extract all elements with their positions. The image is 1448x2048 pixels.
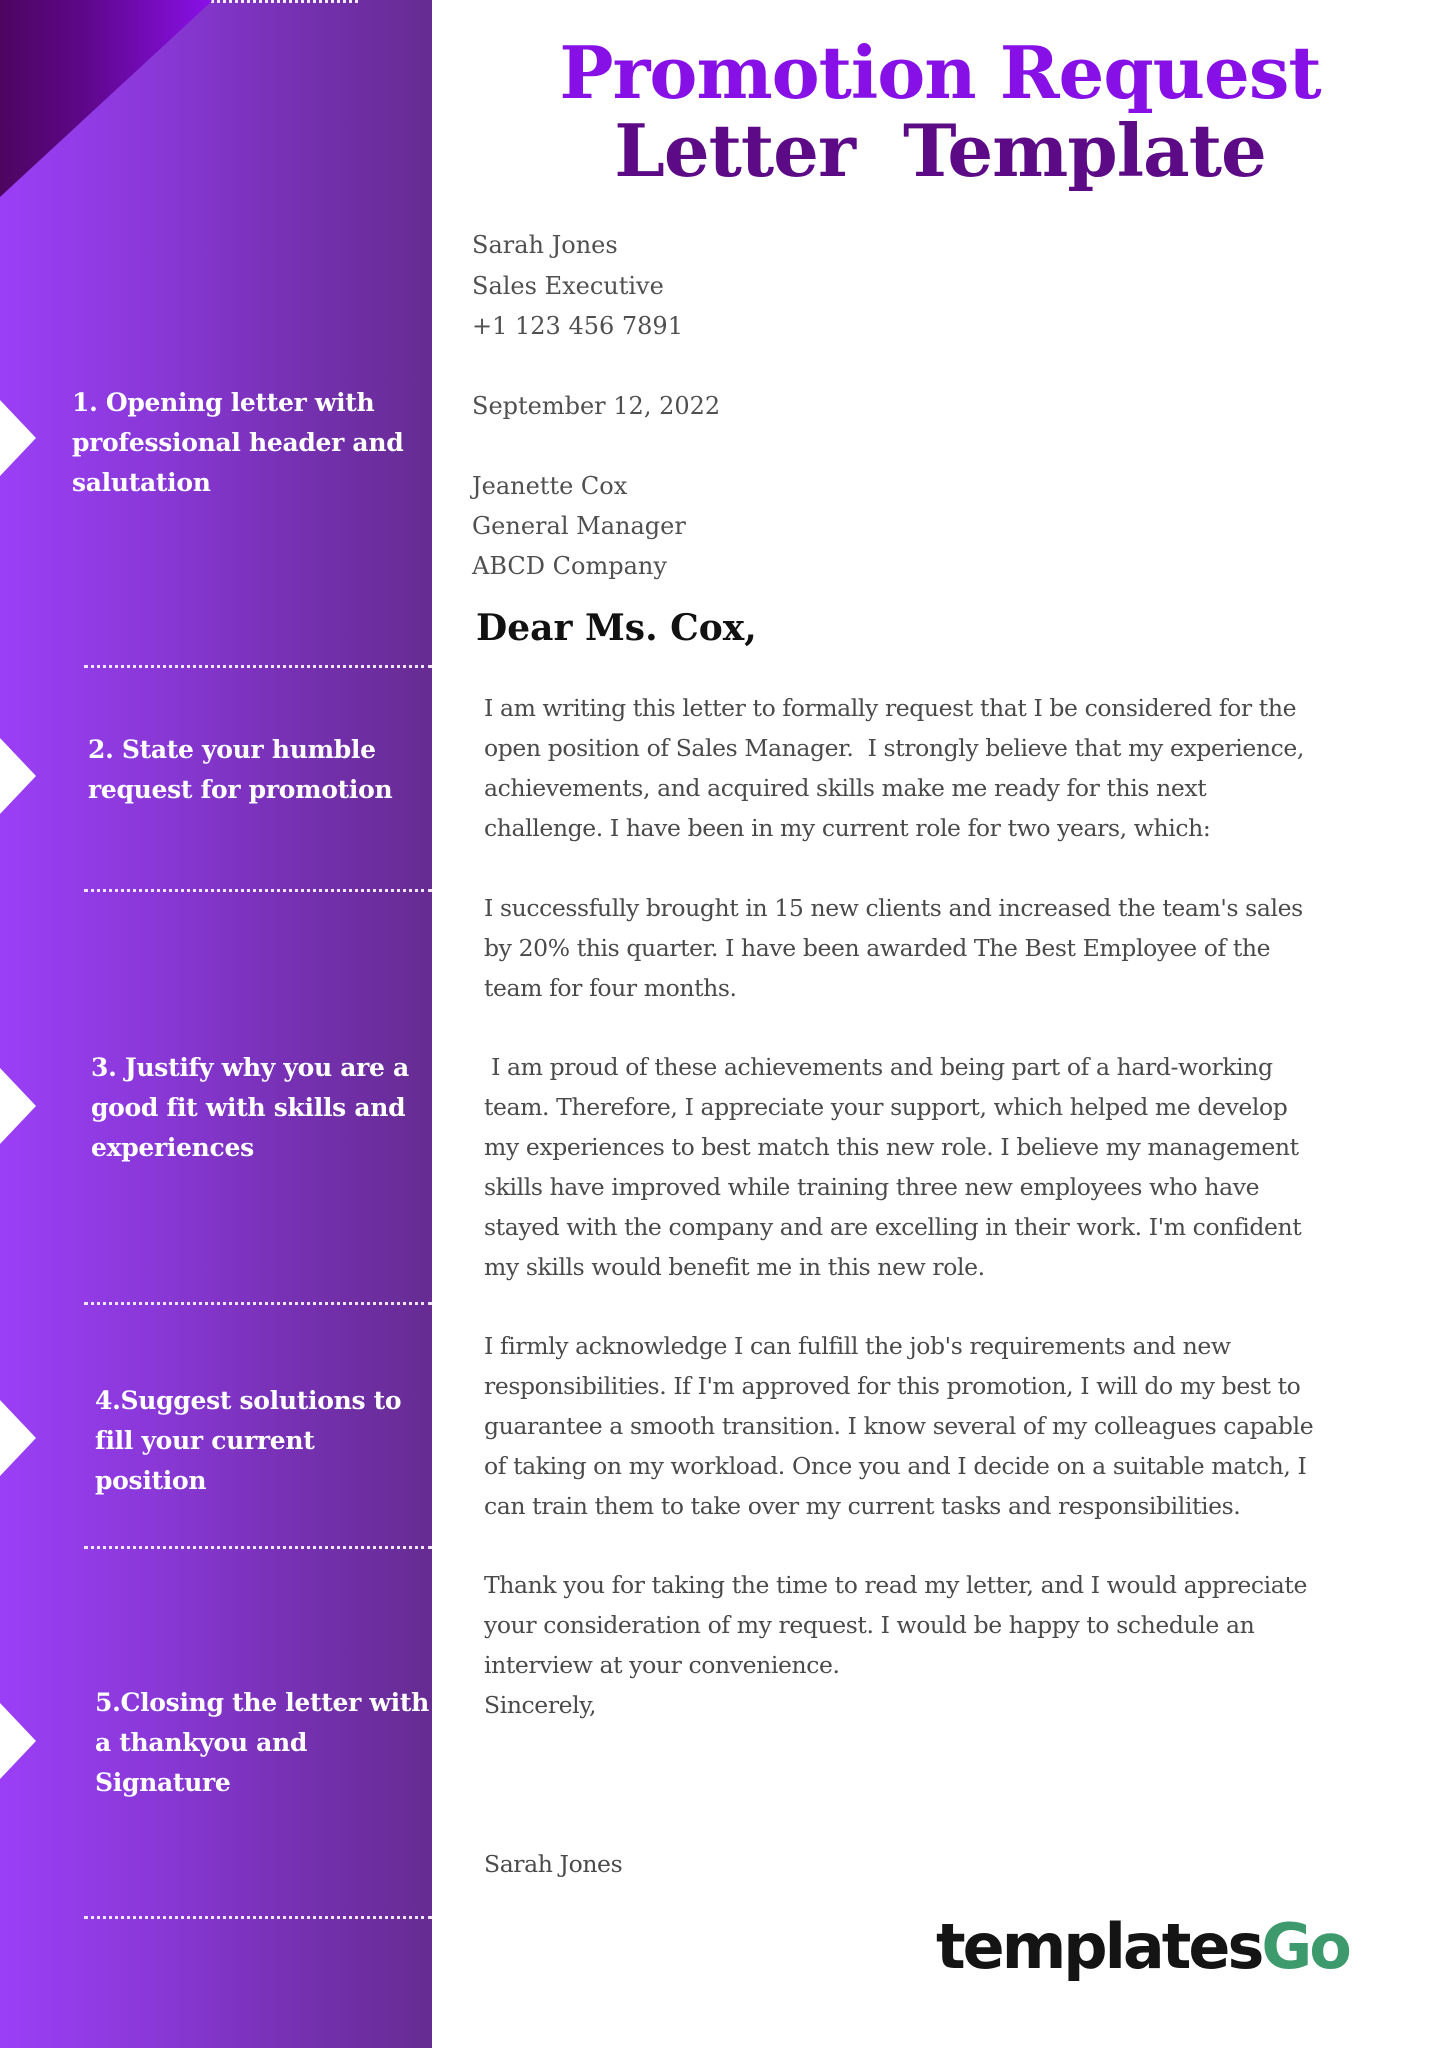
recipient-title: General Manager: [472, 512, 686, 540]
sidebar-guide: [0, 0, 432, 2048]
paragraph-4: I firmly acknowledge I can fulfill the job's requirements and new responsibilities. If I'm approved for this promotion, I will do my best to guarantee a smooth transition. I know several of my colleagues capable of taking on my workload. Once you and I decide on a suitable match, I can train them to take over my current tasks and responsibilities.: [484, 1332, 1314, 1520]
dotted-divider: [84, 1916, 432, 1919]
salutation: Dear Ms. Cox,: [476, 607, 757, 649]
step-4-label: 4.Suggest solutions to fill your current position: [95, 1386, 402, 1495]
decorative-triangle: [0, 0, 240, 605]
paragraph-1: I am writing this letter to formally request that I be considered for the open position of Sales Manager. I strongly believe that my experience, achievements, and acquired skills make me ready for this next challenge. I have been in my current role for two years, which:: [484, 694, 1304, 842]
paragraph-3: I am proud of these achievements and being part of a hard-working team. Therefore, I appreciate your support, which helped me develop my experiences to best match this new role. I believe my management skills have improved while training three new employees who have stayed with the company and are excelling in their work. I'm confident my skills would benefit me in this new role.: [484, 1053, 1302, 1281]
arrow-marker-icon: [0, 1703, 36, 1779]
arrow-marker-icon: [0, 738, 36, 814]
letter-page: [432, 0, 1448, 2048]
dotted-divider: [84, 889, 432, 892]
sender-title: Sales Executive: [472, 272, 664, 300]
arrow-marker-icon: [0, 1068, 36, 1144]
step-3-label: 3. Justify why you are a good fit with skills and experiences: [91, 1053, 409, 1162]
dotted-divider: [84, 1302, 432, 1305]
sender-phone: +1 123 456 7891: [472, 312, 683, 340]
signature: Sarah Jones: [484, 1850, 623, 1878]
page-title: Promotion Request Letter Template: [559, 30, 1321, 193]
arrow-marker-icon: [0, 1400, 36, 1476]
step-1-label: 1. Opening letter with professional header and salutation: [72, 388, 404, 497]
step-2-label: 2. State your humble request for promotion: [88, 735, 393, 804]
dotted-divider: [84, 1546, 432, 1549]
dotted-divider: [84, 665, 432, 668]
letter-date: September 12, 2022: [472, 392, 721, 420]
recipient-company: ABCD Company: [472, 552, 667, 580]
sender-name: Sarah Jones: [472, 231, 618, 259]
paragraph-2: I successfully brought in 15 new clients and increased the team's sales by 20% this quarter. I have been awarded The Best Employee of the team for four months.: [484, 894, 1303, 1002]
recipient-name: Jeanette Cox: [472, 472, 628, 500]
templatesgo-logo: templatesGo: [936, 1910, 1349, 1983]
paragraph-5: Thank you for taking the time to read my letter, and I would appreciate your consideration of my request. I would be happy to schedule an interview at your convenience. Sincerely,: [484, 1571, 1307, 1719]
step-5-label: 5.Closing the letter with a thankyou and Signature: [95, 1688, 429, 1797]
